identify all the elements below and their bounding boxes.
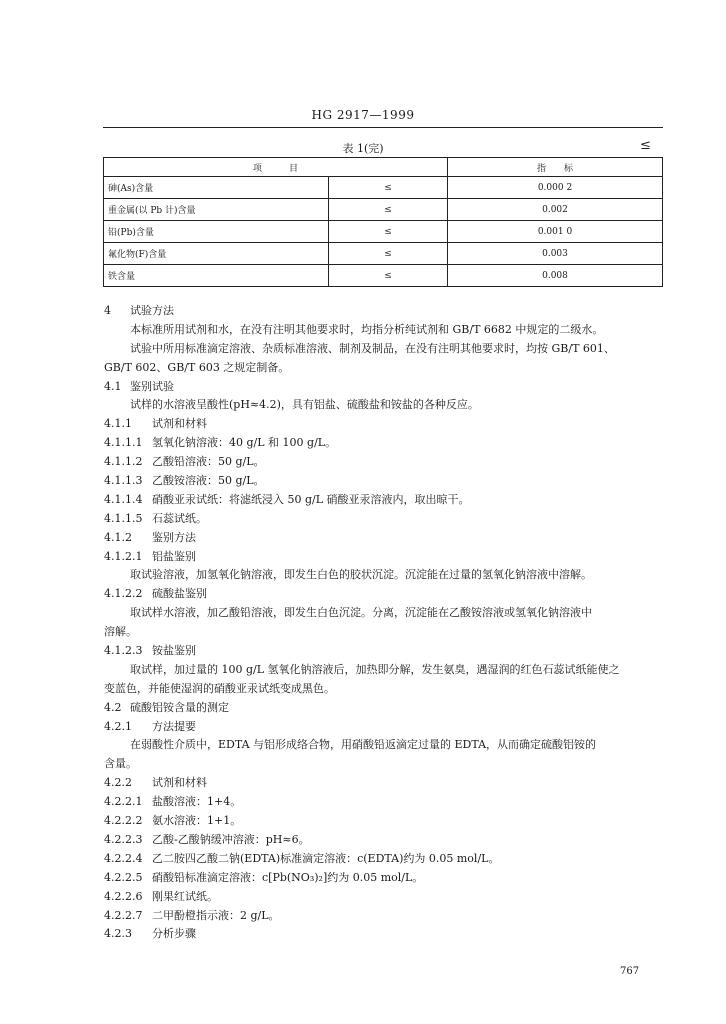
table-title: 表 1(完) <box>342 142 384 155</box>
section-title: 硫酸铝铵含量的测定 <box>130 700 229 714</box>
section-title: 石蕊试纸。 <box>152 511 207 525</box>
section-number: 4.2.2.1 <box>104 795 143 809</box>
section-title: 试验方法 <box>130 304 174 317</box>
section-title: 鉴别方法 <box>152 530 196 544</box>
section-heading <box>104 302 664 321</box>
row-value: 0.008 <box>448 265 663 287</box>
body-text <box>104 302 664 944</box>
row-value: 0.001 0 <box>448 221 663 243</box>
section-number: 4.1.2 <box>104 530 132 544</box>
page-number: 767 <box>620 966 640 977</box>
section-number: 4.2.2.3 <box>104 832 143 846</box>
section-heading <box>104 850 664 869</box>
paragraph: 试验中所用标准滴定溶液、杂质标准溶液、制剂及制品，在没有注明其他要求时，均按 GB/T 601、 <box>130 341 615 355</box>
section-heading <box>104 453 664 472</box>
section-title: 试剂和材料 <box>152 417 207 431</box>
section-number: 4.1.1.3 <box>104 474 143 488</box>
section-title: 乙酸-乙酸钠缓冲溶液：pH≈6。 <box>152 832 310 846</box>
paragraph: 取试样，加过量的 100 g/L 氢氧化钠溶液后，加热即分解，发生氨臭，遇湿润的红色石蕊试纸能使之 <box>130 662 620 676</box>
table-row <box>104 243 663 265</box>
table-row <box>104 199 663 221</box>
row-item: 铁含量 <box>104 265 329 287</box>
section-number: 4.1.1.2 <box>104 455 143 469</box>
row-item: 砷(As)含量 <box>104 177 329 199</box>
header-rule <box>103 127 663 128</box>
section-heading <box>104 548 664 567</box>
section-number: 4.1.2.1 <box>104 549 143 563</box>
paragraph: 取试样水溶液，加乙酸铅溶液，即发生白色沉淀。分离，沉淀能在乙酸铵溶液或氢氧化钠溶液中 <box>130 606 592 620</box>
section-heading <box>104 812 664 831</box>
section-title: 铝盐鉴别 <box>152 549 196 563</box>
section-title: 氢氧化钠溶液：40 g/L 和 100 g/L。 <box>152 436 337 450</box>
section-number: 4.2.2 <box>104 776 132 790</box>
row-operator: ≤ <box>329 265 448 287</box>
section-heading <box>104 869 664 888</box>
standard-code-header: HG 2917—1999 <box>311 108 415 122</box>
row-item: 重金属(以 Pb 计)含量 <box>104 199 329 221</box>
section-title: 分析步骤 <box>152 927 196 941</box>
row-item: 铅(Pb)含量 <box>104 221 329 243</box>
row-item: 氟化物(F)含量 <box>104 243 329 265</box>
section-title: 硫酸盐鉴别 <box>152 587 207 601</box>
section-heading <box>104 888 664 907</box>
section-heading <box>104 831 664 850</box>
section-heading <box>104 529 664 548</box>
section-number: 4 <box>104 304 111 317</box>
section-title: 乙二胺四乙酸二钠(EDTA)标准滴定溶液：c(EDTA)约为 0.05 mol/L。 <box>152 851 500 865</box>
section-title: 硝酸铅标准滴定溶液：c[Pb(NO₃)₂]约为 0.05 mol/L。 <box>152 870 424 884</box>
section-heading <box>104 925 664 944</box>
row-value: 0.003 <box>448 243 663 265</box>
section-number: 4.2.2.5 <box>104 870 143 884</box>
table-row <box>104 221 663 243</box>
section-title: 乙酸铅溶液：50 g/L。 <box>152 455 265 469</box>
section-number: 4.1 <box>104 379 122 393</box>
section-title: 刚果红试纸。 <box>152 889 218 903</box>
corner-mark: ≤ <box>640 138 651 153</box>
section-title: 试剂和材料 <box>152 776 207 790</box>
section-number: 4.2.2.2 <box>104 814 143 828</box>
paragraph: 在弱酸性介质中，EDTA 与铝形成络合物，用硝酸铅返滴定过量的 EDTA，从而确定硫酸铝铵的 <box>130 738 597 752</box>
paragraph-continuation: 溶解。 <box>104 625 137 639</box>
section-heading <box>104 434 664 453</box>
section-number: 4.1.1.1 <box>104 436 143 450</box>
column-header-value: 指 标 <box>448 158 663 177</box>
table-header-row <box>104 158 663 177</box>
paragraph: 取试验溶液，加氢氧化钠溶液，即发生白色的胶状沉淀。沉淀能在过量的氢氧化钠溶液中溶解。 <box>130 568 592 582</box>
paragraph-continuation: GB/T 602、GB/T 603 之规定制备。 <box>104 360 290 374</box>
paragraph-continuation: 含量。 <box>104 757 137 771</box>
row-operator: ≤ <box>329 221 448 243</box>
section-heading <box>104 718 664 737</box>
section-number: 4.1.2.3 <box>104 644 143 658</box>
section-heading <box>104 378 664 397</box>
section-heading <box>104 415 664 434</box>
section-number: 4.2.3 <box>104 927 132 941</box>
spec-table <box>103 157 663 287</box>
section-heading <box>104 699 664 718</box>
row-value: 0.002 <box>448 199 663 221</box>
row-operator: ≤ <box>329 199 448 221</box>
section-number: 4.2.2.6 <box>104 889 143 903</box>
section-title: 硝酸亚汞试纸：将滤纸浸入 50 g/L 硝酸亚汞溶液内，取出晾干。 <box>152 492 470 506</box>
section-heading <box>104 642 664 661</box>
section-title: 乙酸铵溶液：50 g/L。 <box>152 474 265 488</box>
section-title: 方法提要 <box>152 719 196 733</box>
section-number: 4.2.2.4 <box>104 851 143 865</box>
section-number: 4.1.1 <box>104 417 132 431</box>
section-number: 4.1.1.4 <box>104 492 143 506</box>
section-number: 4.1.2.2 <box>104 587 143 601</box>
section-title: 氨水溶液：1+1。 <box>152 814 242 828</box>
section-title: 盐酸溶液：1+4。 <box>152 795 242 809</box>
table-row <box>104 265 663 287</box>
row-value: 0.000 2 <box>448 177 663 199</box>
section-number: 4.1.1.5 <box>104 511 143 525</box>
row-operator: ≤ <box>329 177 448 199</box>
section-heading <box>104 472 664 491</box>
section-title: 二甲酚橙指示液：2 g/L。 <box>152 908 280 922</box>
table-row <box>104 177 663 199</box>
section-title: 鉴别试验 <box>130 379 174 393</box>
section-heading <box>104 491 664 510</box>
section-number: 4.2 <box>104 700 122 714</box>
section-title: 铵盐鉴别 <box>152 644 196 658</box>
row-operator: ≤ <box>329 243 448 265</box>
section-number: 4.2.2.7 <box>104 908 143 922</box>
section-heading <box>104 793 664 812</box>
section-heading <box>104 774 664 793</box>
paragraph-continuation: 变蓝色，并能使湿润的硝酸亚汞试纸变成黑色。 <box>104 681 335 695</box>
paragraph: 试样的水溶液呈酸性(pH≈4.2)，具有铝盐、硫酸盐和铵盐的各种反应。 <box>130 398 479 412</box>
section-heading <box>104 585 664 604</box>
section-heading <box>104 510 664 529</box>
column-header-item: 项 目 <box>104 158 448 177</box>
section-heading <box>104 907 664 926</box>
paragraph: 本标准所用试剂和水，在没有注明其他要求时，均指分析纯试剂和 GB/T 6682 中规定的二级水。 <box>130 322 604 336</box>
section-number: 4.2.1 <box>104 719 132 733</box>
